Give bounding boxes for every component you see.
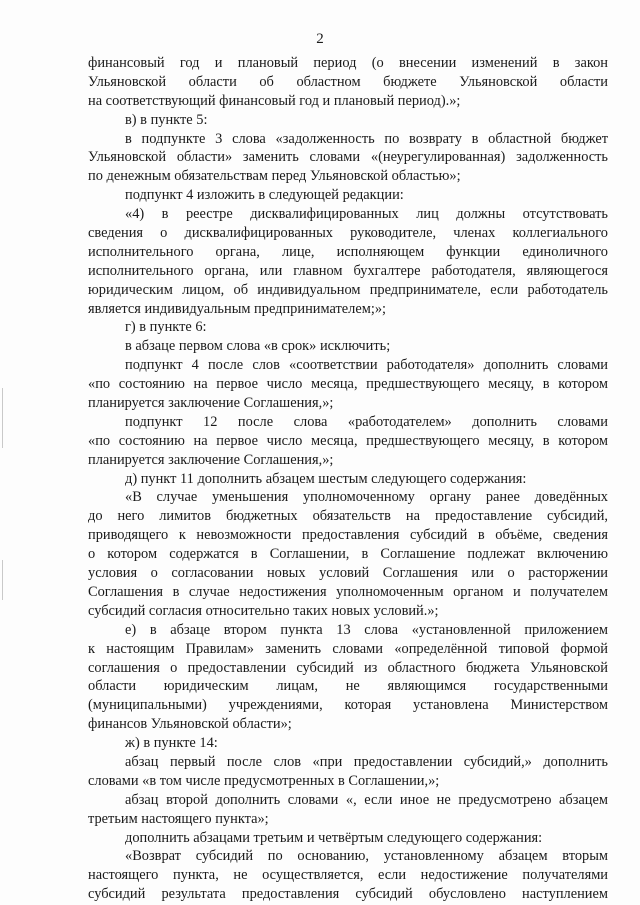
text-line: подпункт 4 изложить в следующей редакции:	[125, 187, 404, 204]
text-line: «4) в реестре дисквалифицированных лиц должны отсутствовать	[125, 206, 608, 223]
text-line: дополнить абзацами третьим и четвёртым следующего содержания:	[125, 829, 543, 846]
text-line: третьим настоящего пункта»;	[88, 810, 269, 827]
text-line: «по состоянию на первое число месяца, предшествующего месяцу, в котором	[88, 432, 608, 449]
text-line: юридическим лицом, об индивидуальном предпринимателе, если работодатель	[88, 281, 608, 298]
text-line: в абзаце первом слова «в срок» исключить;	[125, 338, 391, 355]
page-number: 2	[316, 31, 324, 47]
text-line: финансов Ульяновской области»;	[88, 716, 292, 733]
text-line: на соответствующий финансовый год и плановый период).»;	[88, 92, 461, 109]
text-line: исполнительного органа, лице, исполняющем функции единоличного	[88, 243, 608, 260]
scan-edge-mark	[2, 388, 3, 448]
text-line: соглашения о предоставлении субсидий из областного бюджета Ульяновской	[88, 659, 608, 676]
text-line: исполнительного органа, или главном бухгалтере работодателя, являющегося	[88, 262, 608, 279]
text-line: подпункт 12 после слова «работодателем» дополнить словами	[125, 413, 608, 430]
text-line: д) пункт 11 дополнить абзацем шестым следующего содержания:	[125, 470, 527, 487]
text-line: Ульяновской области» заменить словами «(неурегулированная) задолженность	[88, 149, 608, 166]
text-line: финансовый год и плановый период (о внесении изменений в закон	[88, 55, 608, 71]
text-line: по денежным обязательствам перед Ульяновской областью»;	[88, 168, 461, 185]
text-line: Соглашения в случае недостижения уполномоченным органом и получателем	[88, 583, 608, 600]
text-line: ж) в пункте 14:	[125, 735, 218, 752]
text-line: е) в абзаце втором пункта 13 слова «установленной приложением	[125, 621, 608, 638]
text-line: планируется заключение Соглашения,»;	[88, 451, 334, 468]
text-line: «по состоянию на первое число месяца, предшествующего месяцу, в котором	[88, 376, 608, 393]
text-line: «Возврат субсидий по основанию, установленному абзацем вторым	[125, 848, 608, 865]
text-line: субсидий согласия относительно таких новых условий.»;	[88, 602, 439, 619]
text-line: является индивидуальным предпринимателем;»;	[88, 300, 387, 317]
text-line: планируется заключение Соглашения,»;	[88, 395, 334, 412]
document-body	[88, 54, 608, 904]
text-line: субсидий результата предоставления субсидий обусловлено наступлением	[88, 886, 608, 903]
text-line: настоящего пункта, не осуществляется, если недостижение получателями	[88, 867, 608, 884]
text-line: Ульяновской области об областном бюджете Ульяновской области	[88, 73, 608, 90]
text-line: до него лимитов бюджетных обязательств на предоставление субсидий,	[88, 508, 608, 525]
text-line: сведения о дисквалифицированных руководителе, членах коллегиального	[88, 225, 608, 242]
text-line: (муниципальными) учреждениями, которая установлена Министерством	[88, 697, 608, 714]
text-line: «В случае уменьшения уполномоченному органу ранее доведённых	[125, 489, 608, 506]
text-line: в подпункте 3 слова «задолженность по возврату в областной бюджет	[125, 130, 608, 147]
text-line: г) в пункте 6:	[125, 319, 207, 336]
text-line: абзац второй дополнить словами «, если иное не предусмотрено абзацем	[125, 791, 608, 808]
text-line: абзац первый после слов «при предоставлении субсидий,» дополнить	[125, 753, 608, 770]
text-line: приводящего к невозможности предоставления субсидий в объёме, сведения	[88, 527, 608, 544]
text-line: о котором содержатся в Соглашении, в Соглашение подлежат включению	[88, 546, 608, 563]
text-line: к настоящим Правилам» заменить словами «определённой типовой формой	[88, 640, 608, 657]
text-line: области юридическим лицам, не являющимся государственными	[88, 678, 608, 695]
text-line: словами «в том числе предусмотренных в Соглашении,»;	[88, 772, 440, 789]
text-line: в) в пункте 5:	[125, 111, 208, 128]
text-line: условия о согласовании новых условий Соглашения или о расторжении	[88, 565, 608, 582]
scan-edge-mark	[2, 560, 3, 600]
text-line: подпункт 4 после слов «соответствии работодателя» дополнить словами	[125, 357, 608, 374]
